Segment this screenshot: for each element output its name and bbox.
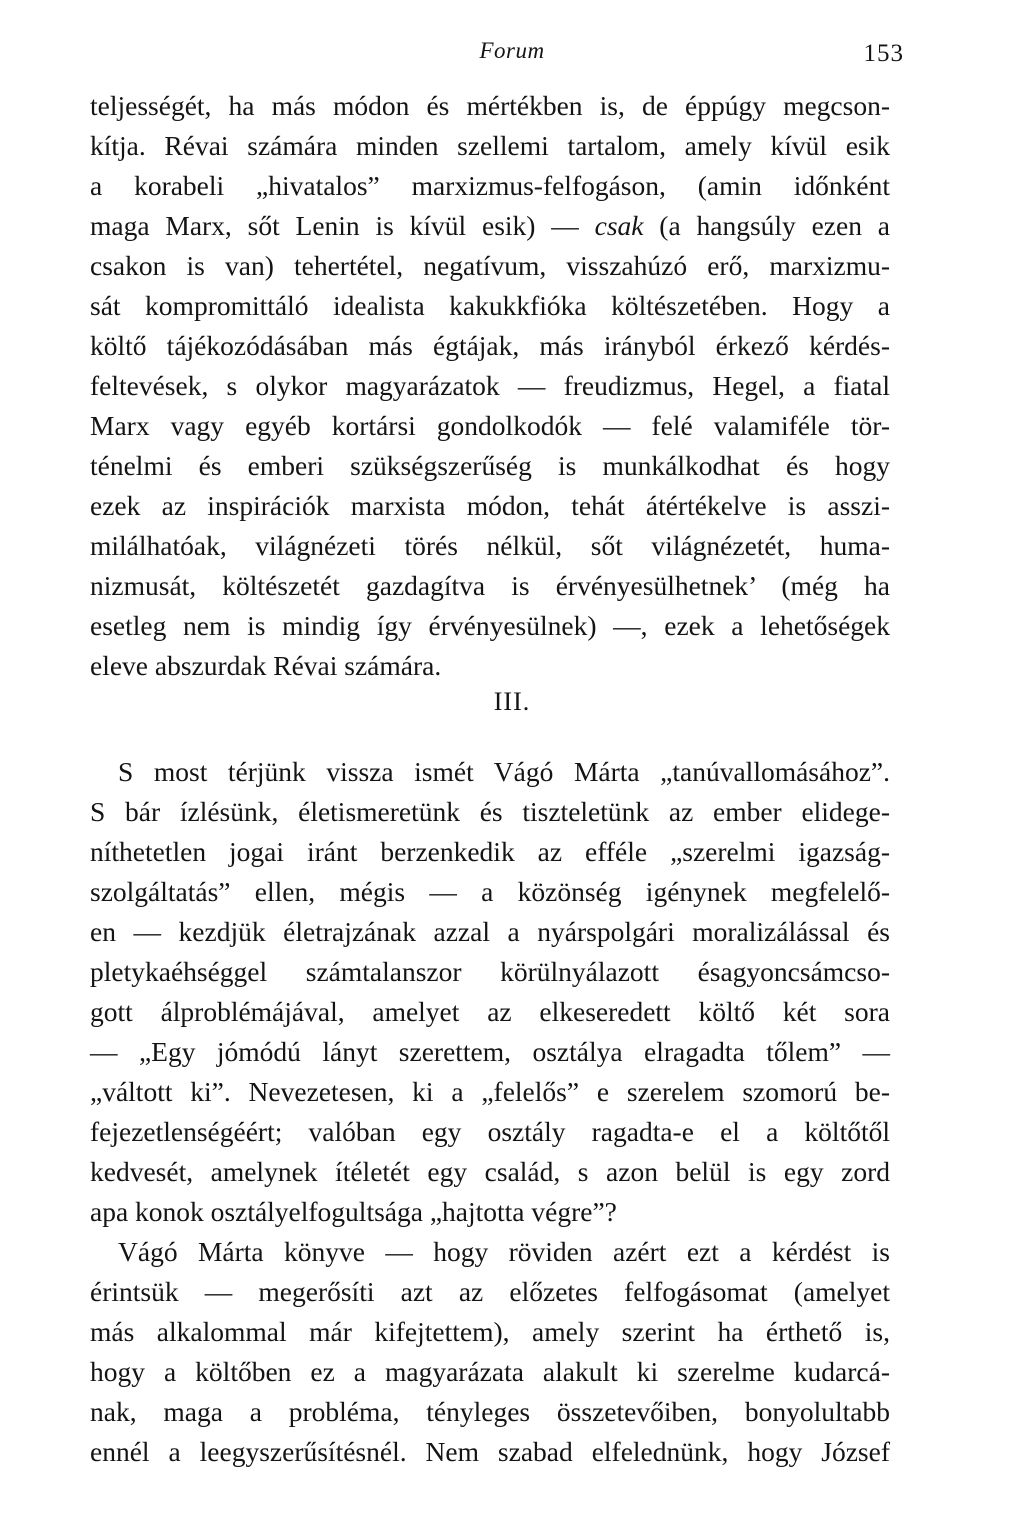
text-line: Vágó Márta könyve — hogy röviden azért ezt a kérdést is [118, 1236, 890, 1267]
text-line: S bár ízlésünk, életismeretünk és tiszteletünk az ember elidege- [90, 796, 890, 827]
text-line: S most térjünk vissza ismét Vágó Márta „tanúvallomásához”. [118, 756, 890, 787]
text-line: apa konok osztályelfogultsága „hajtotta végre”? [90, 1196, 617, 1227]
running-header: Forum [479, 38, 545, 63]
text-line: más alkalommal már kifejtettem), amely szerint ha érthető is, [90, 1316, 890, 1347]
text-line: feltevések, s olykor magyarázatok — freudizmus, Hegel, a fiatal [90, 370, 890, 401]
text-line: esetleg nem is mindig így érvényesülnek) —, ezek a lehetőségek [90, 610, 890, 641]
text-line: ezek az inspirációk marxista módon, tehát átértékelve is asszi- [90, 490, 890, 521]
text-line: kítja. Révai számára minden szellemi tartalom, amely kívül esik [90, 130, 890, 161]
text-line: sát kompromittáló idealista kakukkfióka költészetében. Hogy a [90, 290, 890, 321]
text-line: — „Egy jómódú lányt szerettem, osztálya elragadta tőlem” — [90, 1036, 890, 1067]
text-line: níthetetlen jogai iránt berzenkedik az efféle „szerelmi igazság- [90, 836, 890, 867]
text-line: érintsük — megerősíti azt az előzetes felfogásomat (amelyet [90, 1276, 890, 1307]
text-line: hogy a költőben ez a magyarázata alakult ki szerelme kudarcá- [90, 1356, 890, 1387]
text-line: kedvesét, amelynek ítéletét egy család, s azon belül is egy zord [90, 1156, 890, 1187]
text-line: eleve abszurdak Révai számára. [90, 650, 442, 681]
emphasis-word: csak [594, 210, 644, 241]
text-line: teljességét, ha más módon és mértékben is, de éppúgy megcson- [90, 90, 890, 121]
text-line: költő tájékozódásában más égtájak, más irányból érkező kérdés- [90, 330, 890, 361]
text-line: maga Marx, sőt Lenin is kívül esik) — csak (a hangsúly ezen a [90, 210, 890, 241]
text-line: ténelmi és emberi szükségszerűség is munkálkodhat és hogy [90, 450, 890, 481]
text-line: szolgáltatás” ellen, mégis — a közönség igénynek megfelelő- [90, 876, 890, 907]
text-line: Marx vagy egyéb kortársi gondolkodók — felé valamiféle tör- [90, 410, 890, 441]
text-line: pletykaéhséggel számtalanszor körülnyálazott ésagyoncsámcso- [90, 956, 890, 987]
text-line: „váltott ki”. Nevezetesen, ki a „felelős” e szerelem szomorú be- [90, 1076, 890, 1107]
text-line: nizmusát, költészetét gazdagítva is érvényesülhetnek’ (még ha [90, 570, 890, 601]
text-line: fejezetlenségéért; valóban egy osztály ragadta-e el a költőtől [90, 1116, 890, 1147]
text-line: nak, maga a probléma, tényleges összetevőiben, bonyolultabb [90, 1396, 890, 1427]
section-heading: III. [493, 687, 531, 716]
text-line: csakon is van) tehertétel, negatívum, visszahúzó erő, marxizmu- [90, 250, 890, 281]
text-line: a korabeli „hivatalos” marxizmus-felfogáson, (amin időnként [90, 170, 890, 201]
text-line: gott álproblémájával, amelyet az elkeseredett költő két sora [90, 996, 890, 1027]
text-line: milálhatóak, világnézeti törés nélkül, sőt világnézetét, huma- [90, 530, 890, 561]
text-line: en — kezdjük életrajzának azzal a nyárspolgári moralizálással és [90, 916, 890, 947]
text-line: ennél a leegyszerűsítésnél. Nem szabad elfelednünk, hogy József [90, 1436, 890, 1467]
page-number: 153 [863, 40, 904, 67]
